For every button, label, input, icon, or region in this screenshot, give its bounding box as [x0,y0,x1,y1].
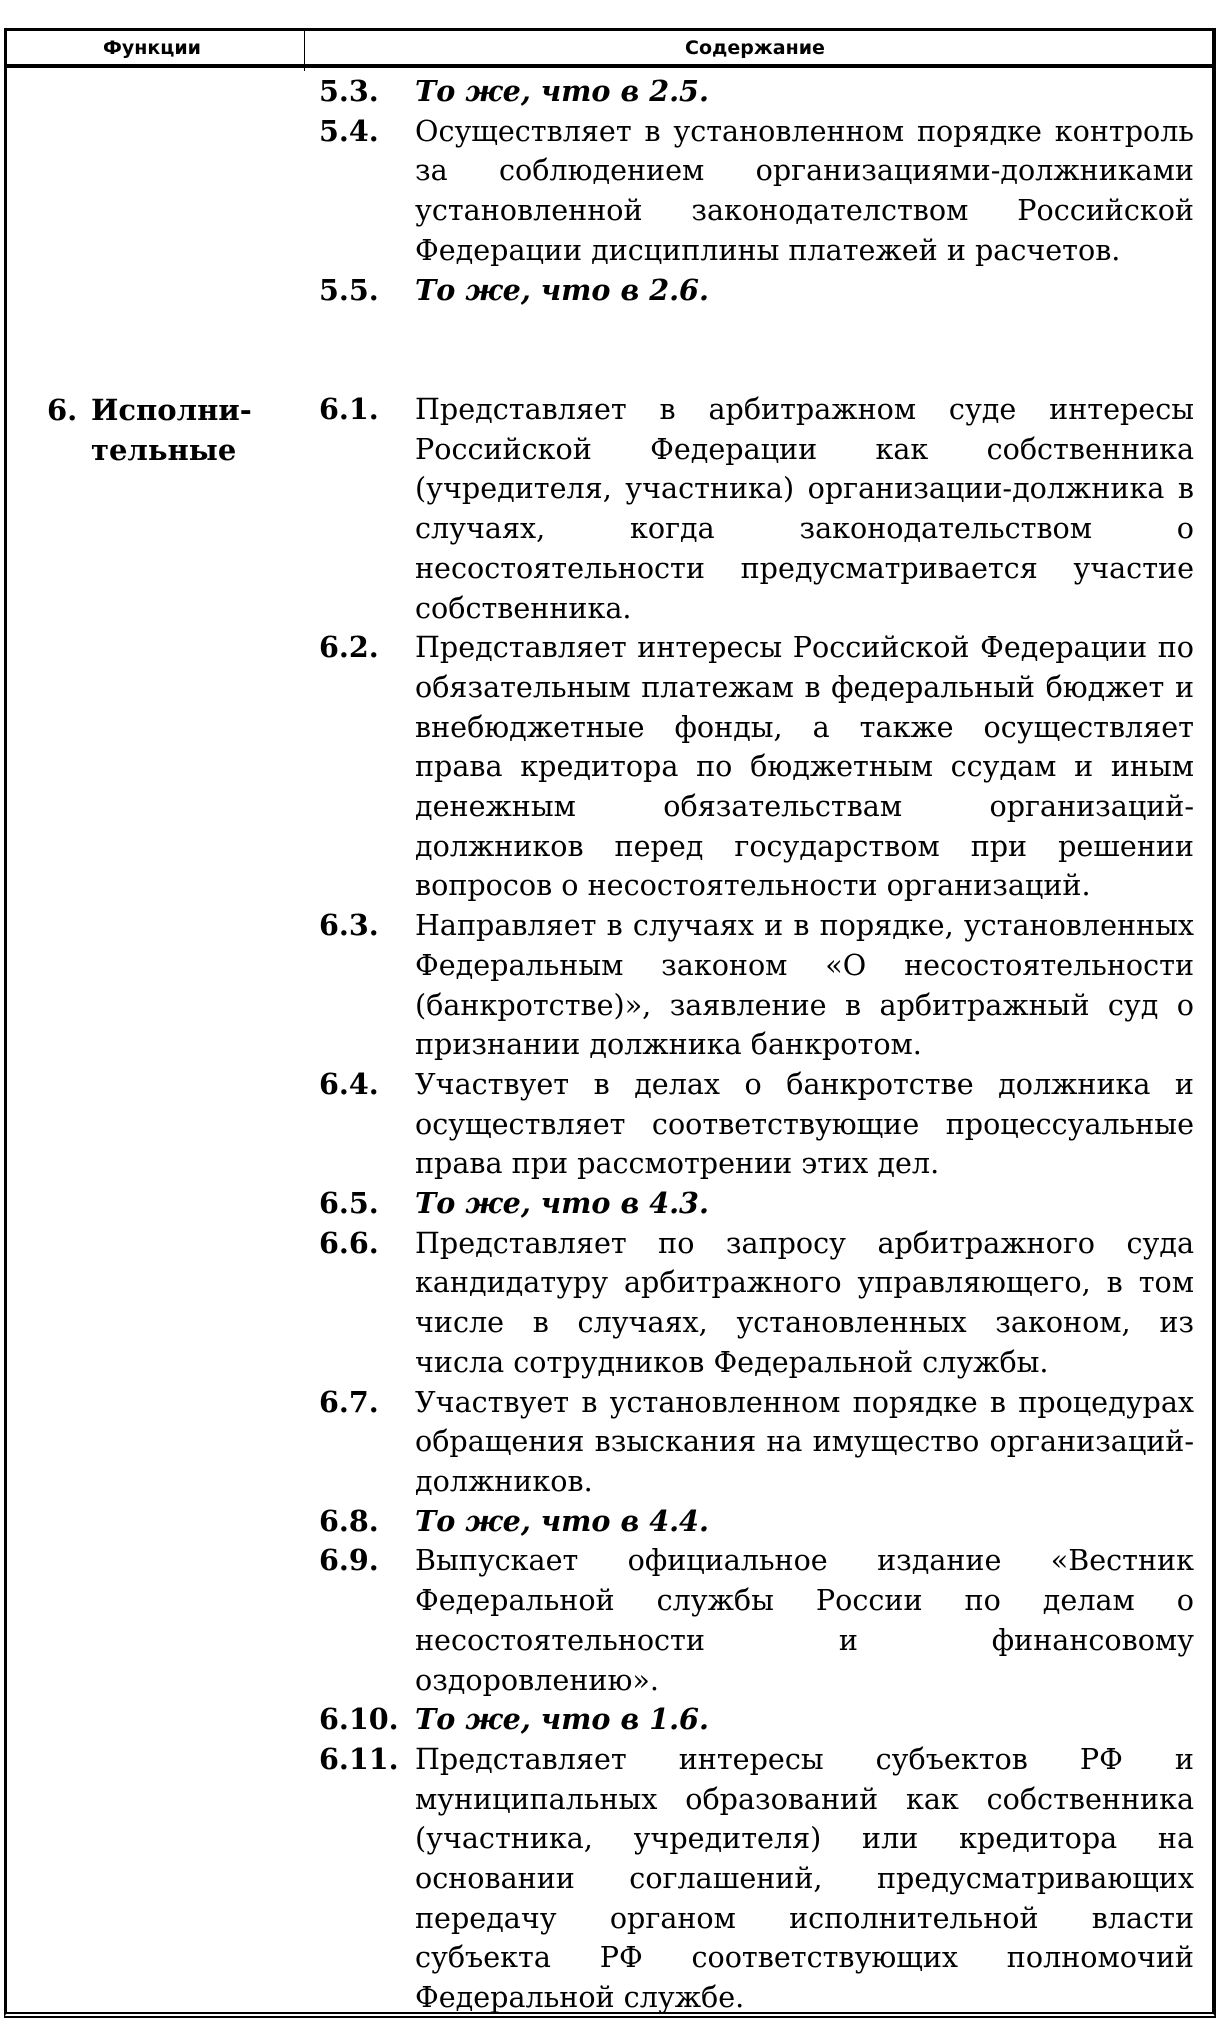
item-number: 6.2. [319,630,379,665]
item-text: Представляет в арбитражном суде интересы Российской Федерации как собственника (учредителя, участника) организации-должника в случаях, когда законодательством о несостоятельности предусматривается участие собственника. [415,392,1194,625]
function-name-line2: тельные [91,433,237,467]
item-number: 6.1. [319,392,379,426]
item-text: Представляет интересы Российской Федерации по обязательным платежам в федеральный бюджет и внебюджетные фонды, а также осуществляет права кредитора по бюджетным ссудам и иным денежным обязательствам организаций-должников перед государством при решении вопросов о несостоятельности организаций. [415,630,1194,903]
table-header [7,28,1212,68]
function-number: 6. [47,393,78,427]
item-number: 6.9. [319,1543,379,1578]
list-item [7,1740,1212,2018]
item-number: 6.6. [319,1225,379,1260]
list-item [7,1700,1212,1740]
item-text: То же, что в 2.5. [415,74,709,108]
list-item [7,390,1212,628]
item-text: Осуществляет в установленном порядке контроль за соблюдением организациями-должниками установленной законодателством Российской Федерации дисциплины платежей и расчетов. [415,113,1194,267]
item-text: То же, что в 4.4. [415,1503,709,1538]
list-item [7,628,1212,906]
list-item [7,906,1212,1065]
section-6-block [7,390,1212,2018]
list-item [7,1541,1212,1700]
item-number: 6.11. [319,1741,399,1776]
item-text: То же, что в 2.6. [415,272,709,307]
list-item [7,1383,1212,1502]
item-text: То же, что в 4.3. [415,1186,709,1221]
item-text: То же, что в 1.6. [415,1702,709,1737]
header-content: Содержание [685,37,825,59]
item-text: Участвует в делах о банкротстве должника и осуществляет соответствующие процессуальные права при рассмотрении этих дел. [415,1066,1194,1181]
list-item [7,72,1212,112]
list-item [7,271,1212,311]
list-item [7,1184,1212,1224]
item-number: 5.3. [319,74,379,108]
section-5-block [7,72,1212,310]
function-name-line1: Исполни- [91,393,252,427]
item-number: 6.7. [319,1384,379,1419]
item-number: 6.8. [319,1503,379,1538]
item-number: 5.4. [319,113,379,148]
item-number: 6.10. [319,1702,399,1737]
item-number: 5.5. [319,272,379,307]
list-item [7,112,1212,271]
list-item [7,1224,1212,1383]
item-text: Представляет интересы субъектов РФ и муниципальных образований как собственника (участника, учредителя) или кредитора на основании соглашений, предусматривающих передачу органом исполнительной власти субъекта РФ соответствующих полномочий Федеральной службе. [415,1741,1194,2015]
item-text: Выпускает официальное издание «Вестник Федеральной службы России по делам о несостоятельности и финансовому оздоровлению». [415,1543,1194,1697]
item-number: 6.5. [319,1186,379,1221]
item-text: Направляет в случаях и в порядке, установленных Федеральным законом «О несостоятельности (банкротстве)», заявление в арбитражный суд о признании должника банкротом. [415,908,1194,1062]
item-text: Представляет по запросу арбитражного суда кандидатуру арбитражного управляющего, в том числе в случаях, установленных законом, из числа сотрудников Федеральной службы. [415,1225,1194,1379]
list-item [7,1502,1212,1542]
item-number: 6.3. [319,908,379,943]
header-functions: Функции [103,37,201,59]
item-number: 6.4. [319,1066,379,1101]
list-item [7,1065,1212,1184]
functions-table [4,28,1216,2018]
item-text: Участвует в установленном порядке в процедурах обращения взыскания на имущество организаций-должников. [415,1384,1194,1498]
